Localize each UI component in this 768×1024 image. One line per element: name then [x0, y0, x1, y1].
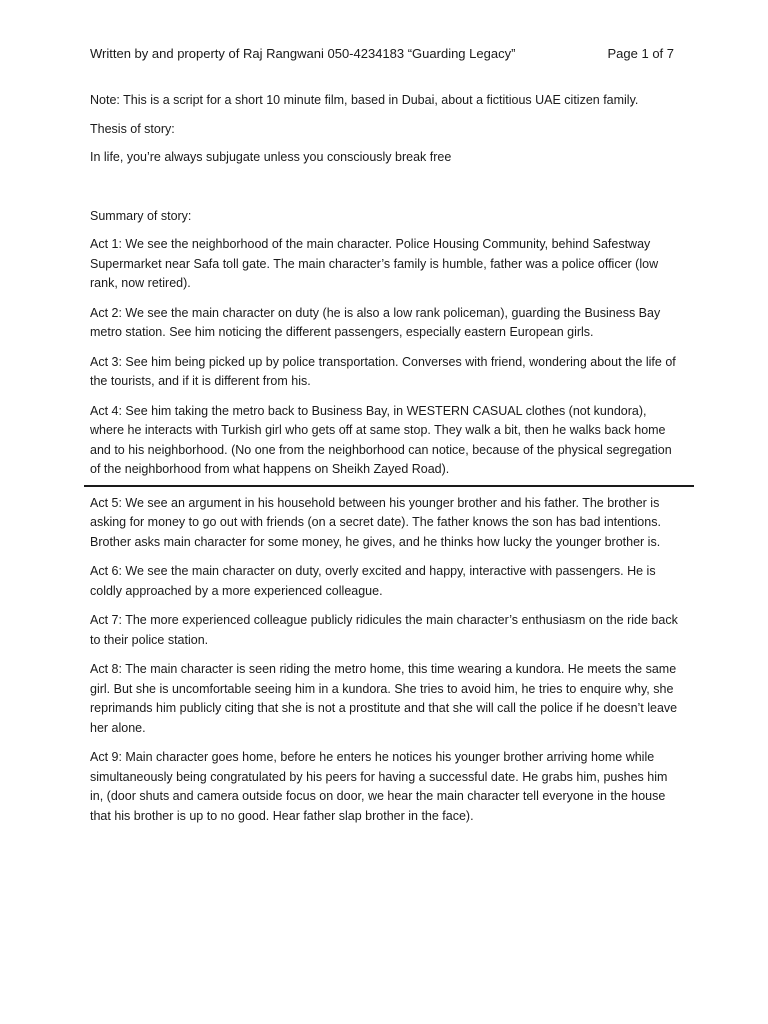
page-number: Page 1 of 7 — [607, 46, 674, 61]
page-header — [90, 44, 674, 64]
act-5-paragraph: Act 5: We see an argument in his household between his younger brother and his father. The brother is asking for money to go out with friends (on a secret date). The father knows the son has bad intentions. Brother asks main character for some money, he gives, and he thinks how lucky the younger brother is. — [90, 495, 661, 549]
summary-heading: Summary of story: — [90, 208, 192, 223]
note-paragraph: Note: This is a script for a short 10 minute film, based in Dubai, about a fictitious UAE citizen family. — [90, 93, 639, 107]
act-6-paragraph: Act 6: We see the main character on duty, overly excited and happy, interactive with passengers. He is coldly approached by a more experienced colleague. — [90, 564, 656, 598]
act-4-paragraph: Act 4: See him taking the metro back to Business Bay, in WESTERN CASUAL clothes (not kundora), where he interacts with Turkish girl who gets off at same stop. They walk a bit, then he walks back home and to his neighborhood. (No one from the neighborhood can notice, because of the physical segregation of the neighborhood from what happens on Sheikh Zayed Road). — [90, 403, 672, 476]
act-9-paragraph: Act 9: Main character goes home, before he enters he notices his younger brother arriving home while simultaneously being congratulated by his peers for having a successful date. He grabs him, pushes him in, (door shuts and camera outside focus on door, we hear the main character tell everyone in the house that his brother is up to no good. Hear father slap brother in the face). — [90, 750, 668, 823]
section-divider — [84, 485, 694, 487]
act-8-paragraph: Act 8: The main character is seen riding the metro home, this time wearing a kundora. He meets the same girl. But she is uncomfortable seeing him in a kundora. She tries to avoid him, he tries to enquire why, she reprimands him publicly citing that she is not a prostitute and that she will call the police if he doesn’t leave her alone. — [90, 662, 678, 735]
act-3-paragraph: Act 3: See him being picked up by police transportation. Converses with friend, wondering about the life of the tourists, and if it is different from his. — [90, 354, 676, 388]
thesis-heading: Thesis of story: — [90, 121, 175, 136]
document-body — [90, 91, 682, 836]
act-2-paragraph: Act 2: We see the main character on duty (he is also a low rank policeman), guarding the Business Bay metro station. See him noticing the different passengers, especially eastern European girls. — [90, 305, 661, 339]
act-1-paragraph: Act 1: We see the neighborhood of the main character. Police Housing Community, behind Safestway Supermarket near Safa toll gate. The main character’s family is humble, father was a police officer (low rank, now retired). — [90, 237, 659, 290]
header-title: Written by and property of Raj Rangwani 050-4234183 “Guarding Legacy” — [90, 46, 516, 61]
act-7-paragraph: Act 7: The more experienced colleague publicly ridicules the main character’s enthusiasm on the ride back to their police station. — [90, 613, 678, 647]
thesis-text: In life, you’re always subjugate unless you consciously break free — [90, 150, 452, 164]
